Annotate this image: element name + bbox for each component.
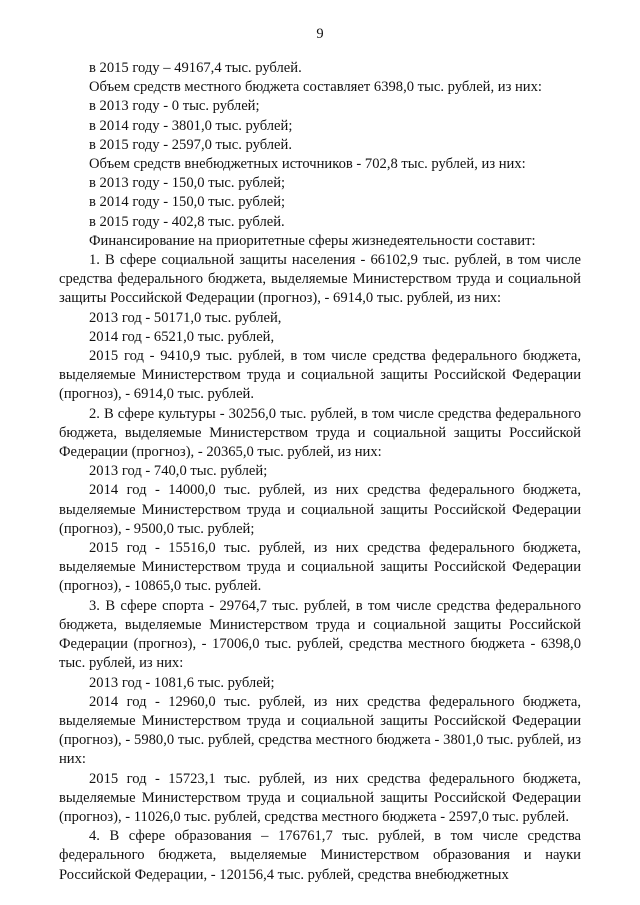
- paragraph: в 2013 году - 0 тыс. рублей;: [89, 98, 260, 115]
- paragraph: 3. В сфере спорта - 29764,7 тыс. рублей, в том числе средства федерального бюджета, выделяемые Министерством труда и социальной защиты Российской Федерации (прогноз), - 17006,0 тыс. рублей, средства местного бюджета - 6398,0 тыс. рублей, из них:: [59, 597, 581, 672]
- paragraph: 2015 год - 15723,1 тыс. рублей, из них средства федерального бюджета, выделяемые Министерством труда и социальной защиты Российской Федерации (прогноз), - 11026,0 тыс. рублей, средства местного бюджета - 2597,0 тыс. рублей.: [59, 770, 581, 825]
- paragraph: 2013 год - 740,0 тыс. рублей;: [89, 463, 268, 480]
- paragraph: 2013 год - 50171,0 тыс. рублей,: [89, 309, 282, 326]
- paragraph: в 2014 году - 150,0 тыс. рублей;: [89, 194, 286, 211]
- paragraph: Объем средств внебюджетных источников - 702,8 тыс. рублей, из них:: [89, 156, 526, 173]
- paragraph: 1. В сфере социальной защиты населения - 66102,9 тыс. рублей, в том числе средства федерального бюджета, выделяемые Министерством труда и социальной защиты Российской Федерации (прогноз), - 6914,0 тыс. рублей, из них:: [59, 252, 581, 307]
- document-body: [59, 59, 581, 885]
- paragraph: Финансирование на приоритетные сферы жизнедеятельности составит:: [89, 232, 536, 249]
- paragraph: в 2015 году - 402,8 тыс. рублей.: [89, 213, 285, 230]
- paragraph: в 2013 году - 150,0 тыс. рублей;: [89, 175, 286, 192]
- paragraph: 2013 год - 1081,6 тыс. рублей;: [89, 674, 275, 691]
- paragraph: в 2015 году - 2597,0 тыс. рублей.: [89, 136, 292, 153]
- paragraph: 2014 год - 14000,0 тыс. рублей, из них средства федерального бюджета, выделяемые Министерством труда и социальной защиты Российской Федерации (прогноз), - 9500,0 тыс. рублей;: [59, 482, 581, 537]
- paragraph: в 2014 году - 3801,0 тыс. рублей;: [89, 117, 293, 134]
- paragraph: 2014 год - 12960,0 тыс. рублей, из них средства федерального бюджета, выделяемые Министерством труда и социальной защиты Российской Федерации (прогноз), - 5980,0 тыс. рублей, средства местного бюджета - 3801,0 тыс. рублей, из них:: [59, 693, 581, 768]
- paragraph: в 2015 году – 49167,4 тыс. рублей.: [89, 60, 302, 76]
- paragraph: Объем средств местного бюджета составляет 6398,0 тыс. рублей, из них:: [89, 79, 542, 96]
- paragraph: 2014 год - 6521,0 тыс. рублей,: [89, 328, 275, 345]
- paragraph: 2015 год - 15516,0 тыс. рублей, из них средства федерального бюджета, выделяемые Министерством труда и социальной защиты Российской Федерации (прогноз), - 10865,0 тыс. рублей.: [59, 540, 581, 595]
- paragraph: 2. В сфере культуры - 30256,0 тыс. рублей, в том числе средства федерального бюджета, выделяемые Министерством труда и социальной защиты Российской Федерации (прогноз), - 20365,0 тыс. рублей, из них:: [59, 405, 581, 461]
- paragraph: 2015 год - 9410,9 тыс. рублей, в том числе средства федерального бюджета, выделяемые Министерством труда и социальной защиты Российской Федерации (прогноз), - 6914,0 тыс. рублей.: [59, 348, 581, 403]
- paragraph: 4. В сфере образования – 176761,7 тыс. рублей, в том числе средства федерального бюджета, выделяемые Министерством образования и науки Российской Федерации, - 120156,4 тыс. рублей, средства внебюджетных: [59, 828, 581, 883]
- page-number: 9: [316, 26, 324, 42]
